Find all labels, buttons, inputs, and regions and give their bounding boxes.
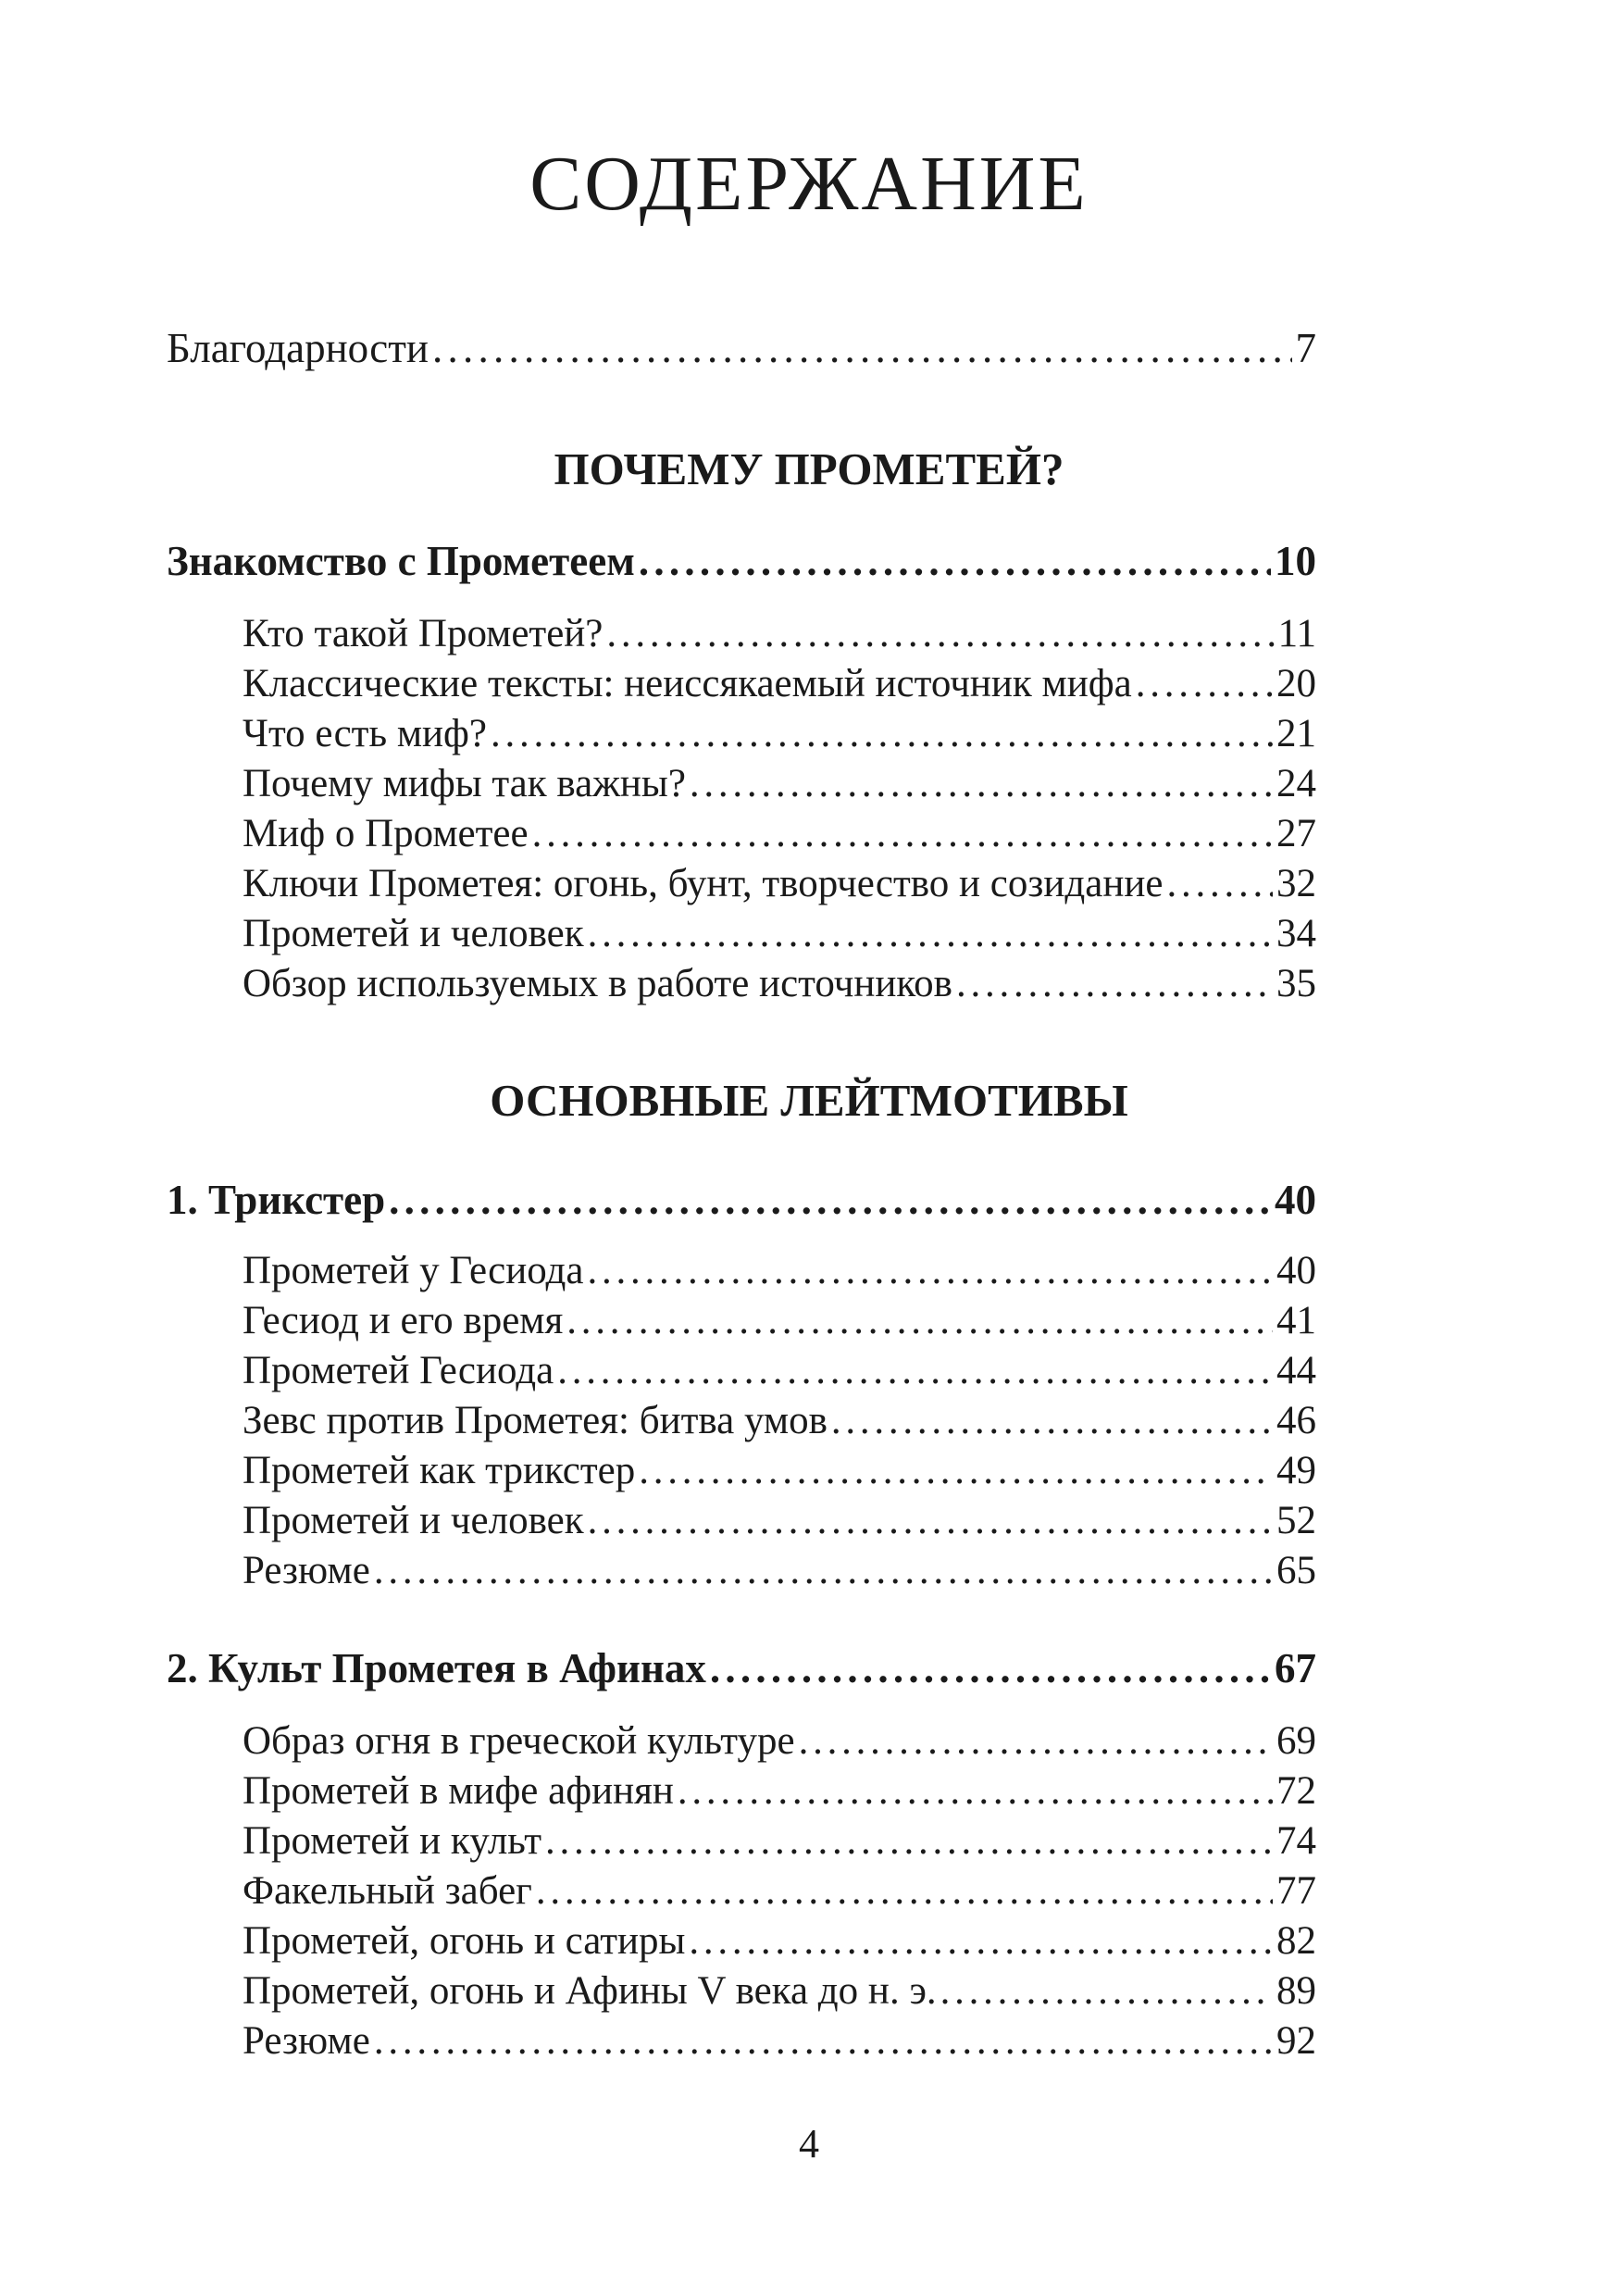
toc-entry-label: Гесиод и его время: [243, 1299, 564, 1342]
toc-entry-page: 72: [1276, 1769, 1316, 1813]
toc-entry-label: 1. Трикстер: [167, 1177, 386, 1223]
toc-entry-label: Прометей, огонь и Афины V века до н. э.: [243, 1969, 937, 2013]
toc-entry-page: 32: [1276, 862, 1316, 905]
toc-entry-label: Почему мифы так важны?: [243, 762, 686, 805]
toc-chapter-cult-athens[interactable]: [167, 1644, 1316, 1692]
toc-entry[interactable]: [243, 1918, 1316, 1964]
dot-leader: [639, 537, 1271, 585]
toc-entry[interactable]: [243, 711, 1316, 756]
toc-entry-page: 92: [1276, 2019, 1316, 2063]
toc-entry-label: Знакомство с Прометеем: [167, 538, 635, 584]
toc-entry-label: Резюме: [243, 2019, 370, 2063]
toc-entry-page: 24: [1276, 762, 1316, 805]
toc-entry-page: 11: [1277, 612, 1316, 655]
toc-entry-page: 41: [1276, 1299, 1316, 1342]
dot-leader: [491, 711, 1273, 756]
dot-leader: [678, 1768, 1273, 1814]
toc-entry-label: Прометей Гесиода: [243, 1349, 554, 1392]
toc-entry[interactable]: [243, 611, 1316, 656]
toc-entry-acknowledgements[interactable]: [167, 324, 1316, 372]
toc-entry-page: 20: [1276, 662, 1316, 705]
toc-chapter-intro[interactable]: [167, 537, 1316, 585]
toc-entry-label: Зевс против Прометея: битва умов: [243, 1399, 828, 1442]
toc-entry[interactable]: [243, 961, 1316, 1006]
toc-entry[interactable]: [243, 1498, 1316, 1543]
toc-entry-page: 21: [1276, 712, 1316, 755]
page-title: СОДЕРЖАНИЕ: [529, 141, 1089, 227]
dot-leader: [374, 2018, 1273, 2064]
section-heading-leitmotifs: ОСНОВНЫЕ ЛЕЙТМОТИВЫ: [490, 1075, 1128, 1126]
toc-entry-page: 77: [1276, 1869, 1316, 1913]
toc-entry-page: 7: [1295, 325, 1316, 371]
dot-leader: [940, 1968, 1273, 2014]
toc-entry[interactable]: [243, 1548, 1316, 1593]
dot-leader: [1136, 661, 1273, 706]
dot-leader: [587, 1248, 1273, 1293]
dot-leader: [956, 961, 1273, 1006]
toc-entry-page: 69: [1276, 1719, 1316, 1763]
dot-leader: [689, 1918, 1273, 1964]
section-heading-why-prometheus: ПОЧЕМУ ПРОМЕТЕЙ?: [554, 443, 1064, 494]
dot-leader: [606, 611, 1274, 656]
toc-entry-label: Классические тексты: неиссякаемый источник мифа: [243, 662, 1132, 705]
toc-entry[interactable]: [243, 761, 1316, 806]
toc-entry-label: Ключи Прометея: огонь, бунт, творчество и созидание: [243, 862, 1164, 905]
toc-entry[interactable]: [243, 1398, 1316, 1443]
dot-leader: [799, 1718, 1273, 1764]
toc-entry-page: 46: [1276, 1399, 1316, 1442]
toc-entry-page: 44: [1276, 1349, 1316, 1392]
toc-entry-page: 49: [1276, 1449, 1316, 1492]
toc-entry[interactable]: [243, 1968, 1316, 2014]
dot-leader: [374, 1548, 1273, 1593]
toc-entry-page: 52: [1276, 1499, 1316, 1542]
toc-entry[interactable]: [243, 1718, 1316, 1764]
toc-entry-page: 27: [1276, 812, 1316, 855]
toc-entry-label: Прометей как трикстер: [243, 1449, 636, 1492]
toc-entry-page: 65: [1276, 1549, 1316, 1592]
toc-entry-label: Прометей и человек: [243, 1499, 584, 1542]
dot-leader: [536, 1868, 1273, 1914]
toc-entry-label: Прометей у Гесиода: [243, 1249, 584, 1292]
toc-entry-page: 82: [1276, 1919, 1316, 1963]
toc-entry[interactable]: [243, 2018, 1316, 2064]
dot-leader: [588, 911, 1273, 956]
toc-entry-label: Образ огня в греческой культуре: [243, 1719, 795, 1763]
toc-entry[interactable]: [243, 911, 1316, 956]
toc-entry[interactable]: [243, 1868, 1316, 1914]
toc-entry-page: 74: [1276, 1819, 1316, 1863]
toc-entry-label: Что есть миф?: [243, 712, 487, 755]
toc-entry[interactable]: [243, 861, 1316, 906]
toc-entry-label: Кто такой Прометей?: [243, 612, 604, 655]
toc-entry[interactable]: [243, 661, 1316, 706]
dot-leader: [389, 1176, 1271, 1224]
toc-entry-label: Резюме: [243, 1549, 370, 1592]
toc-entry-page: 89: [1276, 1969, 1316, 2013]
toc-entry[interactable]: [243, 1298, 1316, 1343]
dot-leader: [557, 1348, 1273, 1393]
dot-leader: [1166, 861, 1273, 906]
dot-leader: [639, 1448, 1273, 1493]
dot-leader: [432, 324, 1291, 372]
toc-chapter-trickster[interactable]: [167, 1176, 1316, 1224]
dot-leader: [588, 1498, 1273, 1543]
toc-entry[interactable]: [243, 811, 1316, 856]
dot-leader: [831, 1398, 1273, 1443]
toc-entry-label: Факельный забег: [243, 1869, 532, 1913]
dot-leader: [710, 1644, 1271, 1692]
toc-entry-label: Прометей и человек: [243, 912, 584, 955]
toc-entry[interactable]: [243, 1348, 1316, 1393]
toc-entry-page: 40: [1275, 1177, 1316, 1223]
toc-entry-label: 2. Культ Прометея в Афинах: [167, 1645, 706, 1691]
toc-entry-label: Обзор используемых в работе источников: [243, 962, 952, 1005]
toc-entry-label: Прометей и культ: [243, 1819, 542, 1863]
toc-entry[interactable]: [243, 1248, 1316, 1293]
page-number: 4: [799, 2121, 819, 2166]
toc-entry-label: Миф о Прометее: [243, 812, 529, 855]
toc-entry-label: Прометей в мифе афинян: [243, 1769, 674, 1813]
toc-entry-page: 35: [1276, 962, 1316, 1005]
toc-entry-page: 67: [1275, 1645, 1316, 1691]
toc-entry[interactable]: [243, 1818, 1316, 1864]
toc-entry-label: Прометей, огонь и сатиры: [243, 1919, 686, 1963]
dot-leader: [690, 761, 1273, 806]
toc-entry[interactable]: [243, 1448, 1316, 1493]
toc-entry-page: 40: [1276, 1249, 1316, 1292]
toc-entry-label: Благодарности: [167, 325, 429, 371]
toc-entry[interactable]: [243, 1768, 1316, 1814]
toc-entry-page: 10: [1275, 538, 1316, 584]
toc-entry-page: 34: [1276, 912, 1316, 955]
dot-leader: [566, 1298, 1273, 1343]
dot-leader: [545, 1818, 1273, 1864]
dot-leader: [532, 811, 1273, 856]
